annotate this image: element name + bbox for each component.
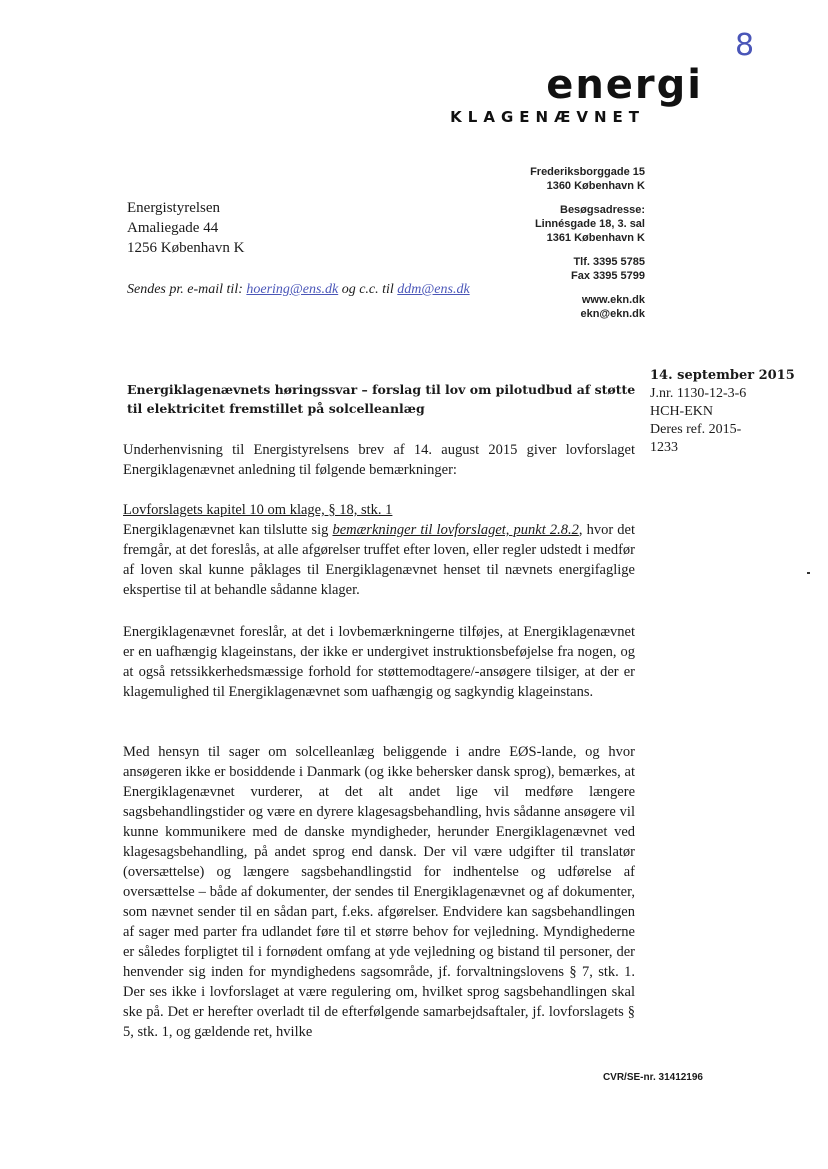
sender-city: 1360 København K: [546, 180, 645, 192]
email-link-ddm[interactable]: ddm@ens.dk: [397, 282, 470, 297]
paragraph-eea-language: Med hensyn til sager om solcelleanlæg beliggende i andre EØS-lande, og hvor ansøgeren ikke er bosiddende i Danmark (og ikke behersker dansk sprog), bemærkes, at Energiklagenævnet vurderer, at det alt andet lige vil medføre længere sagsbehandlingstider og være en dyrere klagesagsbehandling, hvis sådanne ansøgere vil kunne kommunikere med de danske myndigheder, herunder Energiklagenævnet ved klagesagsbehandling, på andet sprog end dansk. Der vil være udgifter til translatør (oversættelse) og længere sagsbehandlingstid for indhentelse og udførelse af oversættelse – både af dokumenter, der sendes til Energiklagenævnet og af dokumenter, som nævnet sender til en sådan part, f.eks. afgørelser. Endvidere kan sagsbehandlingen af sager med parter fra udlandet føre til et større behov for vejledning. Myndighederne er således forpligtet til i fornødent omfang at yde vejledning og bistand til personer, der henvender sig inden for myndighedens sagsområde, jf. forvaltningslovens § 7, stk. 1. Der ses ikke i lovforslaget at være regulering om, hvilket sprog sagsbehandlingen skal ske på. Det er herefter overladt til de efterfølgende samarbejdsaftaler, jf. lovforslagets § 5, stk. 1, og gældende ret, hvilke: [123, 744, 635, 1040]
send-middle: og c.c. til: [338, 282, 398, 297]
your-ref-line1: Deres ref. 2015-: [650, 422, 742, 437]
journal-number: J.nr. 1130-12-3-6: [650, 386, 747, 401]
logo-wordmark: energi: [546, 62, 703, 108]
sender-email: ekn@ekn.dk: [580, 308, 645, 320]
visit-label: Besøgsadresse:: [560, 204, 645, 216]
fax: Fax 3395 5799: [570, 270, 645, 282]
website: www.ekn.dk: [581, 294, 645, 306]
visit-street: Linnésgade 18, 3. sal: [534, 218, 645, 230]
send-prefix: Sendes pr. e-mail til:: [127, 282, 247, 297]
phone: Tlf. 3395 5785: [573, 256, 645, 268]
email-link-hoering[interactable]: hoering@ens.dk: [246, 282, 339, 297]
p2-text-before: Energiklagenævnet kan tilslutte sig: [123, 522, 333, 538]
letter-meta: [650, 367, 800, 457]
paragraph-intro: Underhenvisning til Energistyrelsens brev af 14. august 2015 giver lovforslaget Energiklagenævnet anledning til følgende bemærkninger:: [123, 442, 635, 478]
page-number: 8: [735, 28, 755, 63]
recipient-city: 1256 København K: [127, 240, 245, 256]
recipient-name: Energistyrelsen: [127, 200, 221, 216]
cvr-number: CVR/SE-nr. 31412196: [602, 1072, 703, 1083]
margin-mark: [807, 572, 810, 574]
paragraph-chapter10: [123, 500, 635, 600]
logo-subtitle: KLAGENÆVNET: [450, 108, 645, 126]
recipient-street: Amaliegade 44: [127, 220, 219, 236]
send-instructions: [127, 282, 470, 298]
visit-city: 1361 København K: [546, 232, 645, 244]
your-ref-line2: 1233: [650, 440, 678, 455]
p2-text-after: , hvor det fremgår, at det foreslås, at alle afgørelser truffet efter loven, eller regler udstedt i medfør af loven skal kunne påklages til Energiklagenævnet henset til nævnets energifaglige ekspertise til at behandle sådanne klager.: [123, 522, 636, 598]
p2-reference-link[interactable]: bemærkninger til lovforslaget, punkt 2.8.2: [332, 522, 579, 538]
letter-subject: Energiklagenævnets høringssvar – forslag til lov om pilotudbud af støtte til elektricitet fremstillet på solcelleanlæg: [127, 382, 636, 416]
recipient-address: [127, 198, 244, 258]
sender-contact-block: [530, 165, 645, 321]
section-heading: Lovforslagets kapitel 10 om klage, § 18, stk. 1: [123, 502, 393, 518]
initials: HCH-EKN: [650, 404, 713, 419]
sender-street: Frederiksborggade 15: [530, 166, 645, 178]
letter-date: 14. september 2015: [650, 368, 795, 383]
paragraph-independence: Energiklagenævnet foreslår, at det i lovbemærkningerne tilføjes, at Energiklagenævnet er en uafhængig klageinstans, der ikke er undergivet instruktionsbeføjelse fra nogen, og at også retssikkerhedsmæssige forhold for støttemodtagere/-ansøgere tilsiger, at der er klagemulighed til Energiklagenævnet som uafhængig og sagkyndig klageinstans.: [123, 624, 635, 700]
